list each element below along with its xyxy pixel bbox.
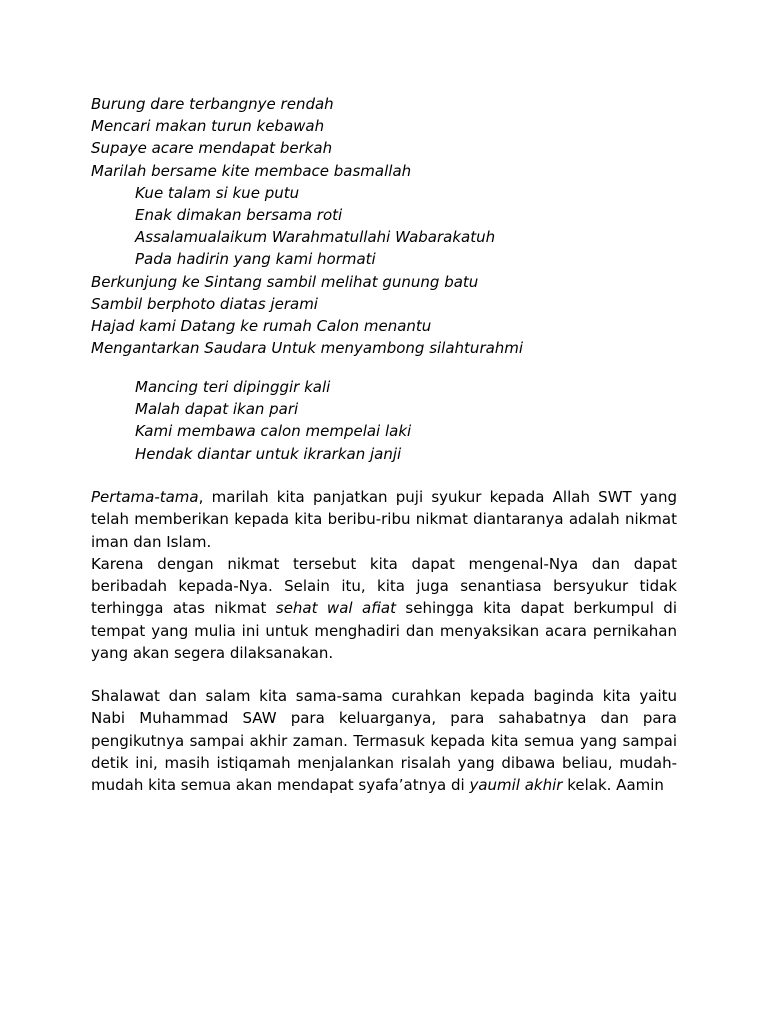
pantun-line: Hajad kami Datang ke rumah Calon menantu xyxy=(91,316,432,335)
pantun-line: Marilah bersame kite membace basmallah xyxy=(91,161,412,180)
italic-phrase: sehat wal afiat xyxy=(275,599,396,618)
pantun-line: Mancing teri dipinggir kali xyxy=(135,378,331,396)
italic-phrase: yaumil akhir xyxy=(469,776,563,795)
paragraph-text: Shalawat dan salam kita sama-sama curahkan kepada baginda kita yaitu Nabi Muhammad SAW para keluarganya, para sahabatnya dan para pengikutnya sampai akhir zaman. Termasuk kepada kita semua yang sampai detik ini, masih istiqamah menjalankan risalah yang dibawa beliau, mudah-mudah kita semua akan mendapat syafa’atnya di xyxy=(91,687,677,795)
pantun-line: Supaye acare mendapat berkah xyxy=(91,139,333,158)
pantun-line: Burung dare terbangnye rendah xyxy=(91,95,334,113)
pantun-line: Malah dapat ikan pari xyxy=(135,400,299,419)
pantun-line: Assalamualaikum Warahmatullahi Wabarakatuh xyxy=(135,228,496,247)
pantun-line: Kue talam si kue putu xyxy=(135,183,300,202)
paragraph-gratitude xyxy=(91,553,677,664)
opening-pantun xyxy=(91,93,677,359)
pantun-line: Mencari makan turun kebawah xyxy=(91,117,325,136)
shalawat-section xyxy=(91,685,677,796)
pantun-line: Hendak diantar untuk ikrarkan janji xyxy=(135,444,402,463)
paragraph-text: Karena dengan nikmat tersebut kita dapat mengenal-Nya dan dapat beribadah kepada-Nya. Selain itu, kita juga senantiasa bersyukur tidak terhingga atas nikmat xyxy=(91,554,677,618)
pantun-line: Pada hadirin yang kami hormati xyxy=(135,250,376,269)
second-pantun xyxy=(91,376,677,465)
paragraph-text: kelak. Aamin xyxy=(562,776,664,795)
pantun-line: Kami membawa calon mempelai laki xyxy=(135,422,412,441)
paragraph-text: , marilah kita panjatkan puji syukur kepada Allah SWT yang telah memberikan kepada kita beribu-ribu nikmat diantaranya adalah nikmat iman dan Islam. xyxy=(91,488,677,551)
pantun-line: Sambil berphoto diatas jerami xyxy=(91,294,318,313)
pantun-line: Enak dimakan bersama roti xyxy=(135,205,343,224)
opening-paragraphs xyxy=(91,486,677,664)
paragraph-shalawat xyxy=(91,685,677,796)
paragraph-praise xyxy=(91,486,677,553)
pantun-line: Berkunjung ke Sintang sambil melihat gunung batu xyxy=(91,272,479,291)
italic-phrase: Pertama-tama xyxy=(91,488,199,506)
pantun-line: Mengantarkan Saudara Untuk menyambong silahturahmi xyxy=(91,339,524,358)
paragraph-text: sehingga kita dapat berkumpul di tempat yang mulia ini untuk menghadiri dan menyaksikan acara pernikahan yang akan segera dilaksanakan. xyxy=(91,599,678,663)
